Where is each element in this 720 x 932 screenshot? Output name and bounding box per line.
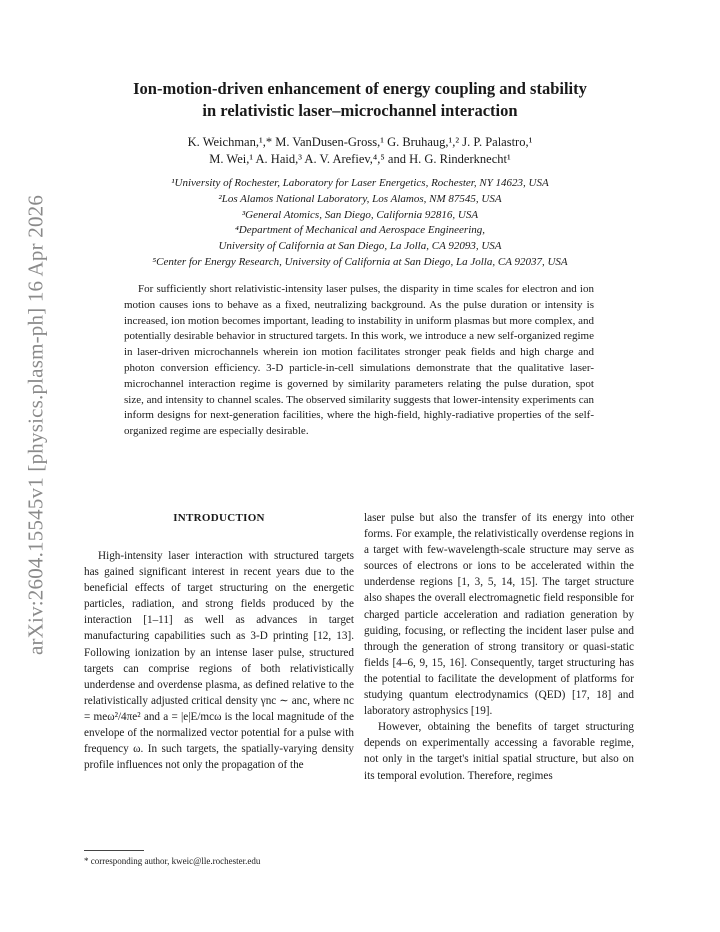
affiliation-line: ⁵Center for Energy Research, University of California at San Diego, La Jolla, CA 92037, USA — [152, 255, 568, 268]
affiliation-line: ¹University of Rochester, Laboratory for Laser Energetics, Rochester, NY 14623, USA — [171, 177, 549, 189]
title-line: in relativistic laser–microchannel interaction — [202, 101, 518, 120]
intro-paragraph-continued: laser pulse but also the transfer of its energy into other forms. For example, the relativistically overdense regions in a target with few-wavelength-scale structure may serve as sources of electrons or ions to be accelerated within the underdense regions [1, 3, 5, 14, 15]. The target structure also shapes the overall electromagnetic field responsible for charged particle acceleration and radiation generation by guiding, focusing, or reflecting the incident laser pulse and through the generation of strong transitory or quasi-static fields [4–6, 9, 15, 16]. Consequently, target structuring has the potential to facilitate the development of platforms for studying quantum electrodynamics (QED) [17, 18] and laboratory astrophysics [19]. — [364, 512, 634, 718]
arxiv-identifier-text: arXiv:2604.15545v1 [physics.plasm-ph] 16 Apr 2026 — [23, 194, 48, 656]
right-column — [364, 510, 634, 784]
footnote-divider — [84, 850, 144, 851]
author-line: M. Wei,¹ A. Haid,³ A. V. Arefiev,⁴,⁵ and H. G. Rinderknecht¹ — [209, 152, 511, 166]
footnote: * corresponding author, kweic@lle.rochester.edu — [84, 856, 261, 866]
abstract — [124, 282, 594, 440]
author-list — [60, 134, 660, 168]
intro-paragraph: High-intensity laser interaction with structured targets has gained significant interest in recent years due to the beneficial effects of target structuring on the energetic particles, radiation, and strong fields produced by the interaction [1–11] as well as advances in target manufacturing capabilities such as 3-D printing [12, 13]. Following ionization by an intense laser pulse, structured targets can comprise regions of both relativistically underdense and overdense plasma, as defined relative to the relativistically adjusted critical density γnc ∼ anc, where nc = meω²/4πe² and a = |e|E/mcω is the local magnitude of the envelope of the normalized vector potential for a pulse with frequency ω. In such targets, the spatially-varying density profile influences not only the propagation of the — [84, 550, 354, 772]
affiliation-line: ⁴Department of Mechanical and Aerospace Engineering, — [234, 224, 486, 237]
left-column — [84, 510, 354, 773]
affiliation-list — [60, 176, 660, 271]
affiliation-line: ³General Atomics, San Diego, California 92816, USA — [241, 208, 479, 221]
affiliation-line: University of California at San Diego, La Jolla, CA 92093, USA — [218, 240, 502, 253]
section-heading-introduction: INTRODUCTION — [173, 512, 265, 524]
title-line: Ion-motion-driven enhancement of energy coupling and stability — [133, 79, 587, 98]
author-line: K. Weichman,¹,* M. VanDusen-Gross,¹ G. Bruhaug,¹,² J. P. Palastro,¹ — [187, 135, 533, 149]
abstract-text: For sufficiently short relativistic-intensity laser pulses, the disparity in time scales for electron and ion motion causes ions to behave as a fixed, neutralizing background. As the pulse duration or intensity is increased, ion motion becomes important, leading to instability in uniform plasmas but more complex, and potentially desirable behavior in structured targets. In this work, we introduce a new self-organized regime in laser-driven microchannels wherein ion motion facilitates stronger peak fields and high charge and photon conversion efficiency. 3-D particle-in-cell simulations demonstrate that the qualitative laser-microchannel interaction regime is governed by similarity parameters relating the pulse duration, spot size, and intensity to channel scales. The observed similarity suggests that lower-intensity experiments can inform designs for next-generation facilities, where the high-field, highly-radiative properties of the self-organized regime are especially desirable. — [124, 283, 594, 438]
paper-title — [60, 78, 660, 122]
arxiv-identifier-stamp — [16, 194, 56, 656]
intro-paragraph: However, obtaining the benefits of target structuring depends on experimentally accessing a favorable regime, not only in the target's initial spatial structure, but also on its temporal evolution. Therefore, regimes — [364, 721, 634, 782]
affiliation-line: ²Los Alamos National Laboratory, Los Alamos, NM 87545, USA — [218, 192, 502, 205]
